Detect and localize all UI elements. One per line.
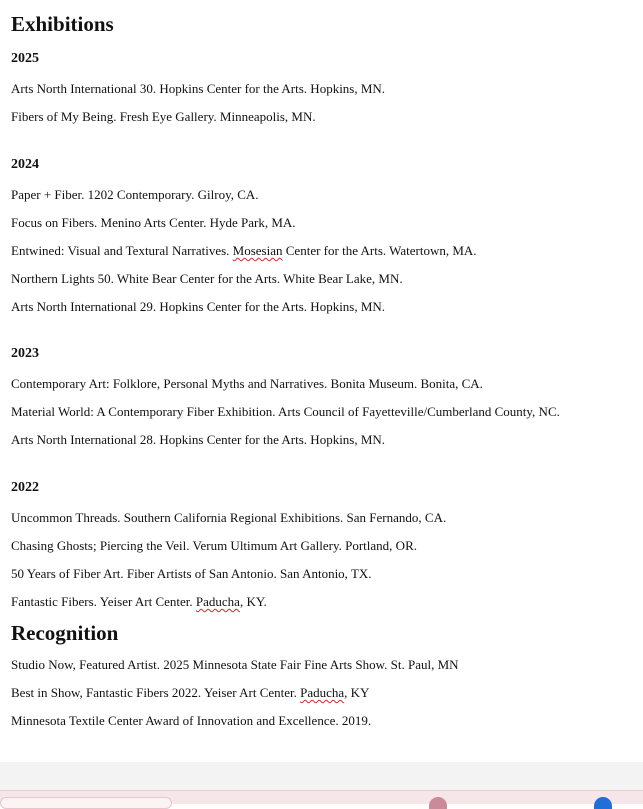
spellcheck-flagged-word[interactable]: Paducha [300, 685, 345, 700]
exhibition-entry: Uncommon Threads. Southern California Regional Exhibitions. San Fernando, CA. [11, 510, 447, 525]
spellcheck-flagged-word[interactable]: Mosesian [232, 243, 283, 258]
exhibition-entry-paducha [11, 593, 601, 611]
year-2025-heading: 2025 [11, 51, 39, 66]
year-2023-heading: 2023 [11, 346, 39, 361]
exhibition-entry: Contemporary Art: Folklore, Personal Myths and Narratives. Bonita Museum. Bonita, CA. [11, 376, 483, 391]
exhibition-entry: Fibers of My Being. Fresh Eye Gallery. Minneapolis, MN. [11, 109, 316, 124]
taskbar-app-icon[interactable] [429, 797, 447, 809]
paducha-text: Fantastic Fibers. Yeiser Art Center. Paducha, KY. [11, 594, 267, 609]
year-2022-heading: 2022 [11, 480, 39, 495]
spellcheck-flagged-word[interactable]: Paducha [195, 594, 240, 609]
paducha-text-2: Best in Show, Fantastic Fibers 2022. Yeiser Art Center. Paducha, KY [11, 685, 370, 700]
recognition-entry: Studio Now, Featured Artist. 2025 Minnesota State Fair Fine Arts Show. St. Paul, MN [11, 657, 459, 672]
year-2024-heading: 2024 [11, 157, 39, 172]
taskbar-app-icon[interactable] [594, 797, 612, 809]
taskbar-search-box[interactable] [0, 797, 172, 809]
recognition-entry: Minnesota Textile Center Award of Innovation and Excellence. 2019. [11, 713, 372, 728]
exhibition-entry: Chasing Ghosts; Piercing the Veil. Verum Ultimum Art Gallery. Portland, OR. [11, 538, 417, 553]
exhibition-entry: Focus on Fibers. Menino Arts Center. Hyde Park, MA. [11, 215, 296, 230]
exhibition-entry: Arts North International 29. Hopkins Center for the Arts. Hopkins, MN. [11, 299, 386, 314]
recognition-heading: Recognition [11, 621, 119, 645]
exhibition-entry: Arts North International 30. Hopkins Center for the Arts. Hopkins, MN. [11, 81, 386, 96]
exhibition-entry: Material World: A Contemporary Fiber Exhibition. Arts Council of Fayetteville/Cumberland County, NC. [11, 404, 560, 419]
exhibition-entry-mosesian [11, 242, 601, 260]
document-content [11, 10, 601, 730]
exhibition-entry: Arts North International 28. Hopkins Center for the Arts. Hopkins, MN. [11, 432, 386, 447]
mosesian-text: Entwined: Visual and Textural Narratives. Mosesian Center for the Arts. Watertown, MA. [11, 243, 477, 258]
exhibition-entry: Paper + Fiber. 1202 Contemporary. Gilroy, CA. [11, 187, 259, 202]
exhibition-entry: 50 Years of Fiber Art. Fiber Artists of San Antonio. San Antonio, TX. [11, 566, 372, 581]
exhibition-entry: Northern Lights 50. White Bear Center for the Arts. White Bear Lake, MN. [11, 271, 403, 286]
exhibitions-heading: Exhibitions [11, 12, 114, 36]
recognition-entry-paducha [11, 684, 601, 702]
